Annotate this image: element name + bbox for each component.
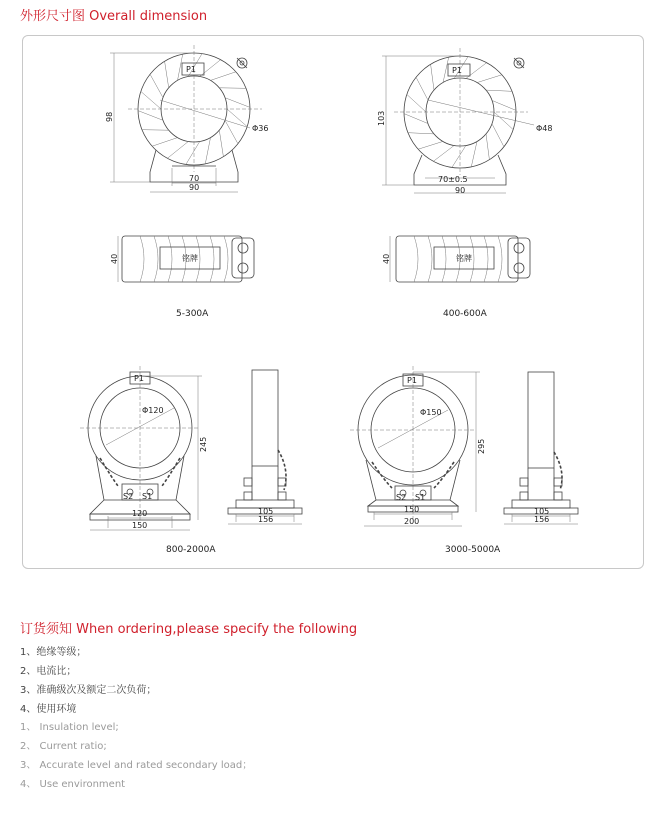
d3-terminal-label: P1 bbox=[134, 374, 144, 383]
d4-diameter: Φ150 bbox=[420, 408, 442, 417]
d4-base-inner: 150 bbox=[404, 505, 420, 514]
drawing-800-2000a-front bbox=[80, 366, 208, 530]
d3-side-outer: 156 bbox=[258, 515, 274, 524]
ordering-list-en bbox=[20, 718, 252, 794]
d2-nameplate: 铭牌 bbox=[456, 254, 472, 263]
drawing-3000-5000a-front bbox=[350, 366, 486, 526]
d1-base-outer: 90 bbox=[189, 183, 200, 192]
drawing-5-300a-front bbox=[105, 45, 268, 192]
drawing-400-600a-front bbox=[377, 48, 552, 195]
list-item: 4、使用环境 bbox=[20, 704, 77, 715]
d4-side-inner: 105 bbox=[534, 507, 550, 516]
d1-height: 98 bbox=[105, 111, 114, 122]
d3-side-inner: 105 bbox=[258, 507, 274, 516]
drawing-800-2000a-side bbox=[228, 370, 302, 524]
ordering-list-cn bbox=[20, 643, 156, 719]
d1-terminal-label: P1 bbox=[186, 65, 196, 74]
drawing-400-600a-side bbox=[382, 236, 530, 282]
d2-side-height: 40 bbox=[382, 253, 391, 264]
d2-height: 103 bbox=[377, 110, 386, 126]
list-item: 2、电流比； bbox=[20, 666, 77, 677]
d1-nameplate: 铭牌 bbox=[182, 254, 198, 263]
d3-s2-label: S2 bbox=[123, 492, 134, 501]
d2-diameter: Φ48 bbox=[536, 124, 553, 133]
d1-side-height: 40 bbox=[110, 253, 119, 264]
d1-base-inner: 70 bbox=[189, 174, 200, 183]
d2-base-inner: 70±0.5 bbox=[438, 175, 468, 184]
d4-s1-label: S1 bbox=[415, 493, 426, 502]
d2-base-outer: 90 bbox=[455, 186, 466, 195]
list-item: 2、 Current ratio; bbox=[20, 741, 107, 752]
d3-base-inner: 120 bbox=[132, 509, 148, 518]
d4-side-outer: 156 bbox=[534, 515, 550, 524]
ordering-title: 订货须知 When ordering,please specify the following bbox=[20, 622, 358, 637]
list-item: 3、准确级次及额定二次负荷； bbox=[20, 685, 157, 696]
d3-diameter: Φ120 bbox=[142, 406, 164, 415]
overall-dimension-title: 外形尺寸图 Overall dimension bbox=[20, 9, 208, 24]
list-item: 1、 Insulation level; bbox=[20, 722, 119, 733]
list-item: 3、 Accurate level and rated secondary load； bbox=[20, 760, 253, 771]
d2-caption: 400-600A bbox=[443, 309, 487, 319]
d4-height: 295 bbox=[477, 438, 486, 454]
d1-caption: 5-300A bbox=[176, 309, 209, 319]
d2-terminal-label: P1 bbox=[452, 66, 462, 75]
d4-caption: 3000-5000A bbox=[445, 545, 501, 555]
d3-base-outer: 150 bbox=[132, 521, 148, 530]
list-item: 1、绝缘等级； bbox=[20, 647, 87, 658]
d1-diameter: Φ36 bbox=[252, 124, 269, 133]
d3-caption: 800-2000A bbox=[166, 545, 216, 555]
drawing-3000-5000a-side bbox=[504, 372, 578, 524]
d3-s1-label: S1 bbox=[142, 492, 153, 501]
list-item: 4、 Use environment bbox=[20, 779, 126, 790]
drawing-5-300a-side bbox=[110, 236, 254, 282]
d4-terminal-label: P1 bbox=[407, 376, 417, 385]
d3-height: 245 bbox=[199, 436, 208, 452]
d4-base-outer: 200 bbox=[404, 517, 420, 526]
d4-s2-label: S2 bbox=[396, 493, 407, 502]
